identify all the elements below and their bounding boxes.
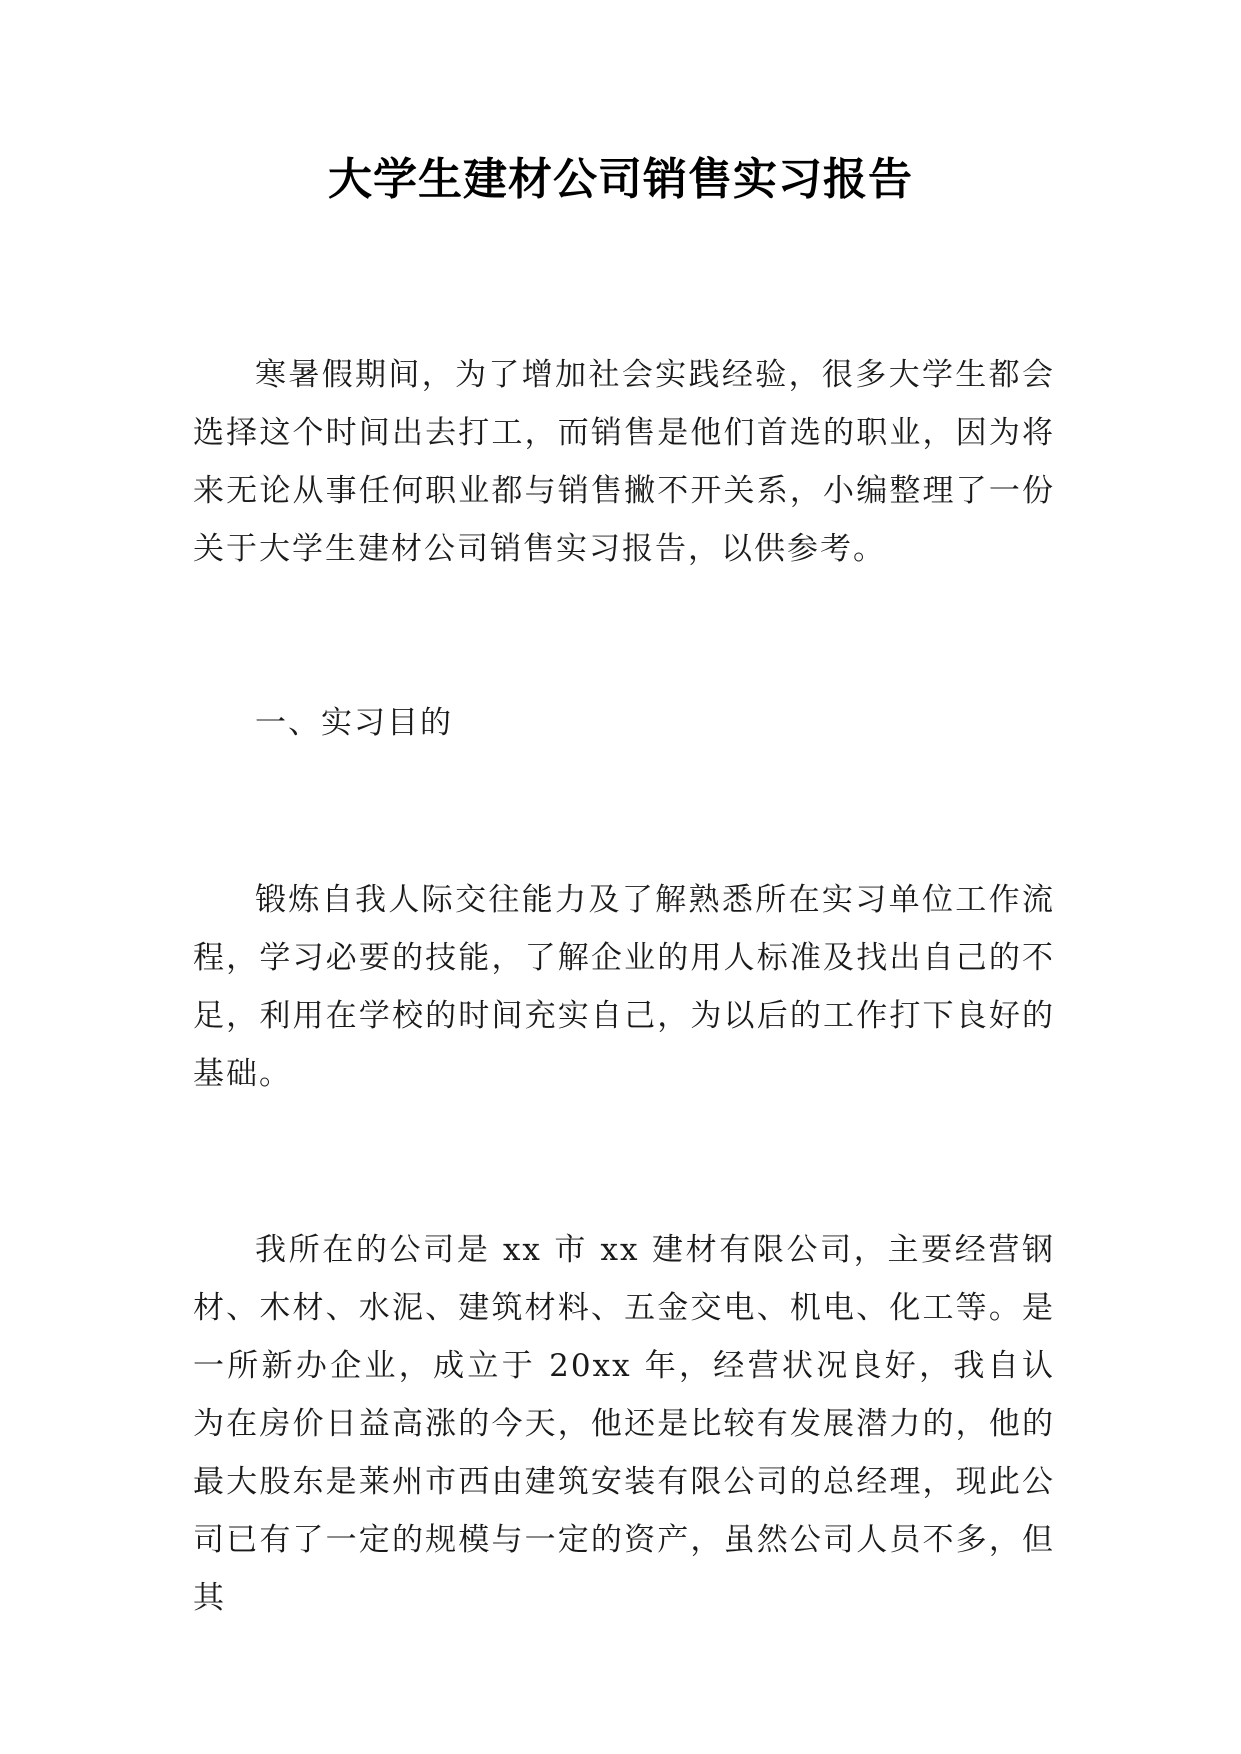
purpose-paragraph: 锻炼自我人际交往能力及了解熟悉所在实习单位工作流程，学习必要的技能，了解企业的用人标准及找出自己的不足，利用在学校的时间充实自己，为以后的工作打下良好的基础。 bbox=[193, 882, 1055, 1092]
company-paragraph: 我所在的公司是 xx 市 xx 建材有限公司，主要经营钢材、木材、水泥、建筑材料、五金交电、机电、化工等。是一所新办企业，成立于 20xx 年，经营状况良好，我自认为在房价日益高涨的今天，他还是比较有发展潜力的，他的最大股东是莱州市西由建筑安装有限公司的总经理，现此公司已有了一定的规模与一定的资产，虽然公司人员不多，但其 bbox=[193, 1232, 1055, 1616]
intro-paragraph: 寒暑假期间，为了增加社会实践经验，很多大学生都会选择这个时间出去打工，而销售是他们首选的职业，因为将来无论从事任何职业都与销售撇不开关系，小编整理了一份关于大学生建材公司销售实习报告，以供参考。 bbox=[193, 357, 1055, 567]
section-heading-purpose: 一、实习目的 bbox=[255, 705, 453, 741]
document-title: 大学生建材公司销售实习报告 bbox=[328, 154, 913, 205]
